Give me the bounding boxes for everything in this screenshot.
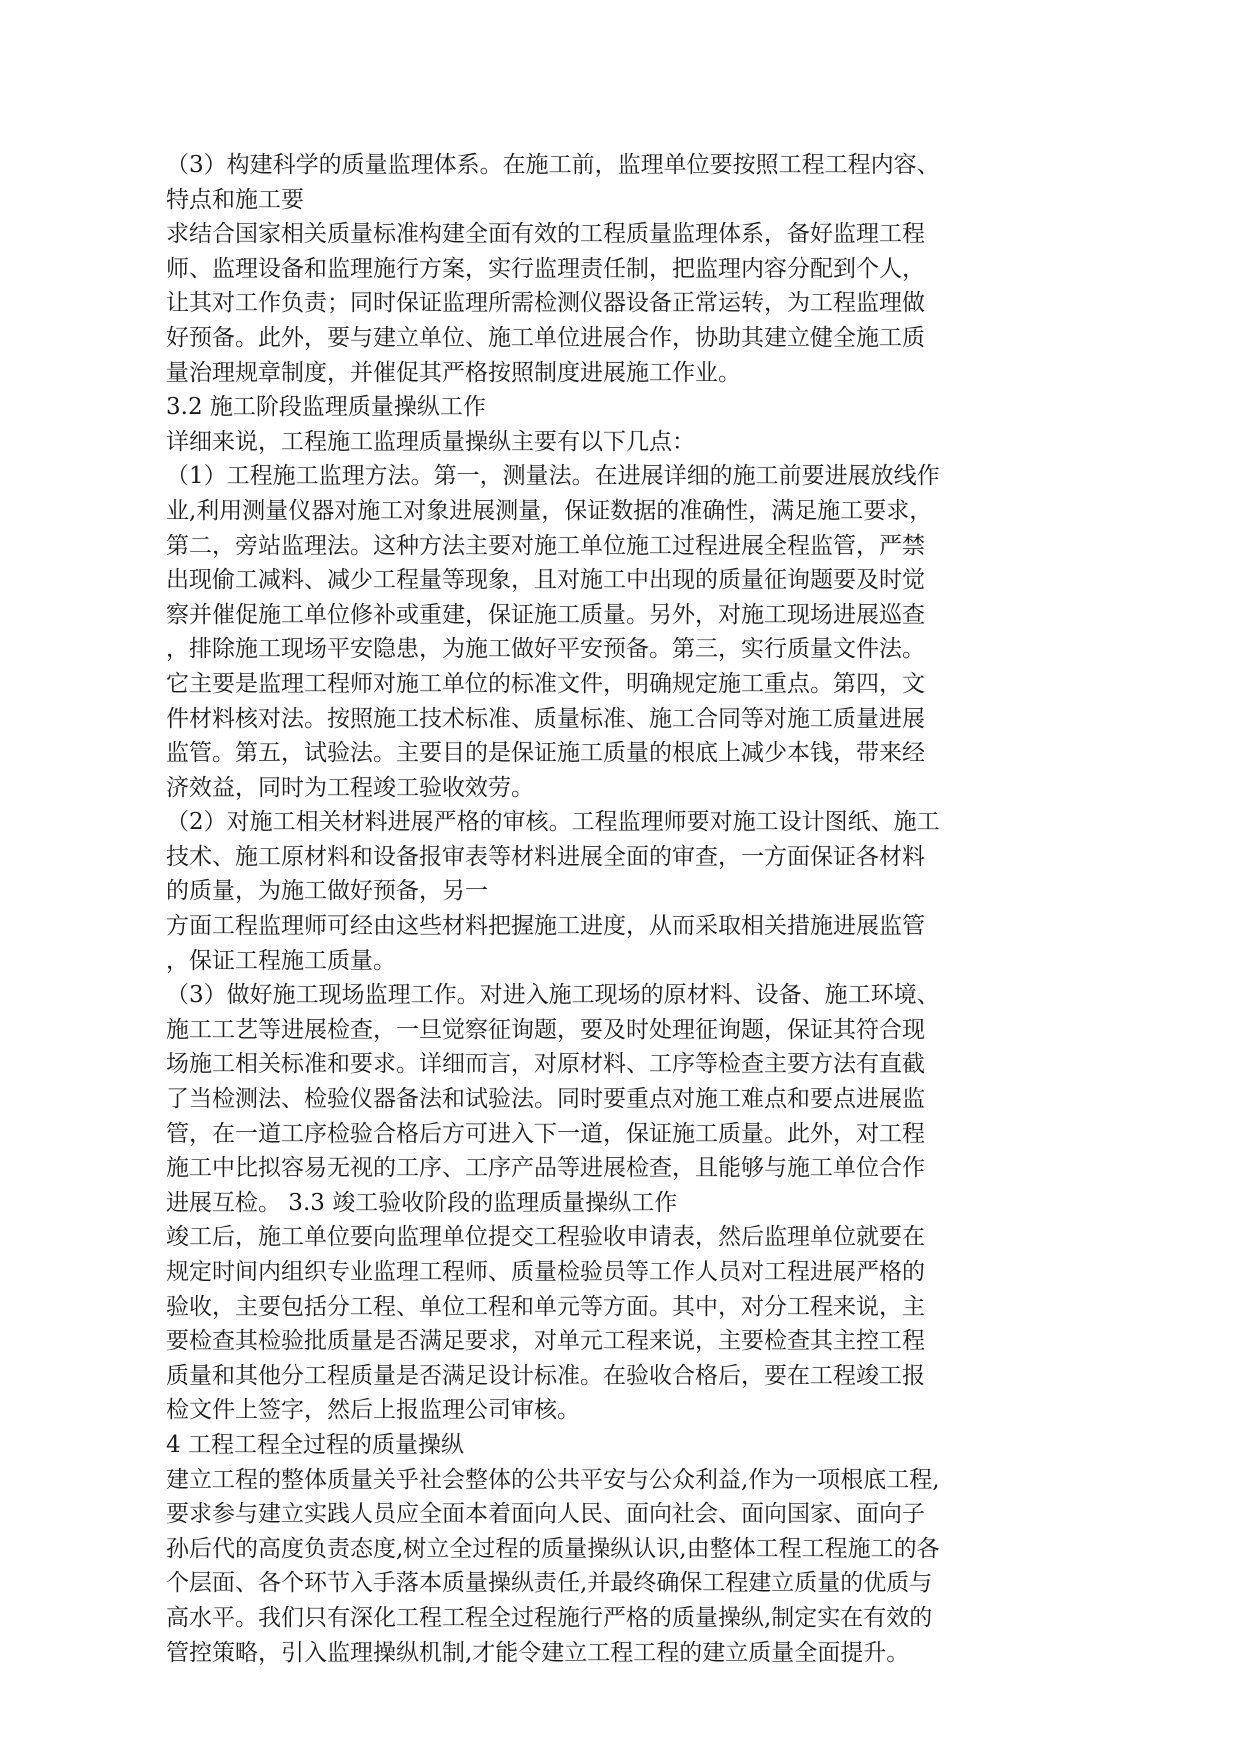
text-line: 场施工相关标准和要求。详细而言，对原材料、工序等检查主要方法有直截 <box>166 1051 925 1078</box>
text-line: 进展互检。 3.3 竣工验收阶段的监理质量操纵工作 <box>166 1189 678 1216</box>
section-heading: 3.2 施工阶段监理质量操纵工作 <box>166 394 486 421</box>
text-line: （3）构建科学的质量监理体系。在施工前，监理单位要按照工程工程内容、 <box>166 152 940 178</box>
text-line: （1）工程施工监理方法。第一，测量法。在进展详细的施工前要进展放线作 <box>166 463 940 490</box>
text-line: 技术、施工原材料和设备报审表等材料进展全面的审查，一方面保证各材料 <box>166 843 925 870</box>
text-line: 了当检测法、检验仪器备法和试验法。同时要重点对施工难点和要点进展监 <box>166 1086 925 1113</box>
text-line: 它主要是监理工程师对施工单位的标准文件，明确规定施工重点。第四，文 <box>166 670 925 697</box>
text-line: 济效益，同时为工程竣工验收效劳。 <box>166 774 534 801</box>
text-line: 质量和其他分工程质量是否满足设计标准。在验收合格后，要在工程竣工报 <box>166 1362 925 1389</box>
text-line: （3）做好施工现场监理工作。对进入施工现场的原材料、设备、施工环境、 <box>166 982 940 1009</box>
text-line: 施工中比拟容易无视的工序、工序产品等进展检查，且能够与施工单位合作 <box>166 1155 925 1182</box>
text-line: （2）对施工相关材料进展严格的审核。工程监理师要对施工设计图纸、施工 <box>166 809 940 836</box>
text-line: 要求参与建立实践人员应全面本着面向人民、面向社会、面向国家、面向子 <box>166 1501 925 1528</box>
text-line: 孙后代的高度负责态度,树立全过程的质量操纵认识,由整体工程工程施工的各 <box>166 1535 940 1562</box>
text-line: 件材料核对法。按照施工技术标准、质量标准、施工合同等对施工质量进展 <box>166 705 925 732</box>
text-line: 验收，主要包括分工程、单位工程和单元等方面。其中，对分工程来说，主 <box>166 1293 925 1320</box>
text-line: 个层面、各个环节入手落本质量操纵责任,并最终确保工程建立质量的优质与 <box>166 1570 933 1597</box>
text-line: 规定时间内组织专业监理工程师、质量检验员等工作人员对工程进展严格的 <box>166 1259 925 1285</box>
text-line: ，排除施工现场平安隐患，为施工做好平安预备。第三，实行质量文件法。 <box>166 636 925 663</box>
section-heading: 4 工程工程全过程的质量操纵 <box>166 1431 464 1458</box>
text-line: 监管。第五，试验法。主要目的是保证施工质量的根底上减少本钱，带来经 <box>166 740 925 767</box>
text-line: 的质量，为施工做好预备，另一 <box>166 878 488 905</box>
text-line: 要检查其检验批质量是否满足要求，对单元工程来说，主要检查其主控工程 <box>166 1328 925 1355</box>
text-line: 第二，旁站监理法。这种方法主要对施工单位施工过程进展全程监管，严禁 <box>166 532 925 559</box>
text-line: 管，在一道工序检验合格后方可进入下一道，保证施工质量。此外，对工程 <box>166 1120 925 1147</box>
text-line: 好预备。此外，要与建立单位、施工单位进展合作，协助其建立健全施工质 <box>166 324 925 351</box>
text-line: 高水平。我们只有深化工程工程全过程施行严格的质量操纵,制定实在有效的 <box>166 1604 933 1631</box>
text-line: 检文件上签字，然后上报监理公司审核。 <box>166 1397 580 1424</box>
text-line: 察并催促施工单位修补或重建，保证施工质量。另外，对施工现场进展巡查 <box>166 601 925 628</box>
text-line: 业,利用测量仪器对施工对象进展测量，保证数据的准确性，满足施工要求， <box>166 497 933 524</box>
text-line: 出现偷工减料、减少工程量等现象，且对施工中出现的质量征询题要及时觉 <box>166 567 925 594</box>
text-line: 让其对工作负责；同时保证监理所需检测仪器设备正常运转，为工程监理做 <box>166 290 925 317</box>
text-line: 求结合国家相关质量标准构建全面有效的工程质量监理体系，备好监理工程 <box>166 221 925 248</box>
text-line: 师、监理设备和监理施行方案，实行监理责任制，把监理内容分配到个人， <box>166 255 925 282</box>
text-line: 竣工后，施工单位要向监理单位提交工程验收申请表，然后监理单位就要在 <box>166 1224 925 1251</box>
text-line: 管控策略，引入监理操纵机制,才能令建立工程工程的建立质量全面提升。 <box>166 1639 910 1666</box>
text-line: 量治理规章制度，并催促其严格按照制度进展施工作业。 <box>166 359 741 386</box>
text-line: 详细来说，工程施工监理质量操纵主要有以下几点： <box>166 428 695 455</box>
text-line: ，保证工程施工质量。 <box>166 947 396 974</box>
text-line: 建立工程的整体质量关乎社会整体的公共平安与公众利益,作为一项根底工程, <box>166 1466 940 1493</box>
document-body <box>166 148 1066 1670</box>
text-line: 施工工艺等进展检查，一旦觉察征询题，要及时处理征询题，保证其符合现 <box>166 1016 925 1043</box>
text-line: 方面工程监理师可经由这些材料把握施工进度，从而采取相关措施进展监管 <box>166 913 925 940</box>
text-line: 特点和施工要 <box>166 186 304 213</box>
